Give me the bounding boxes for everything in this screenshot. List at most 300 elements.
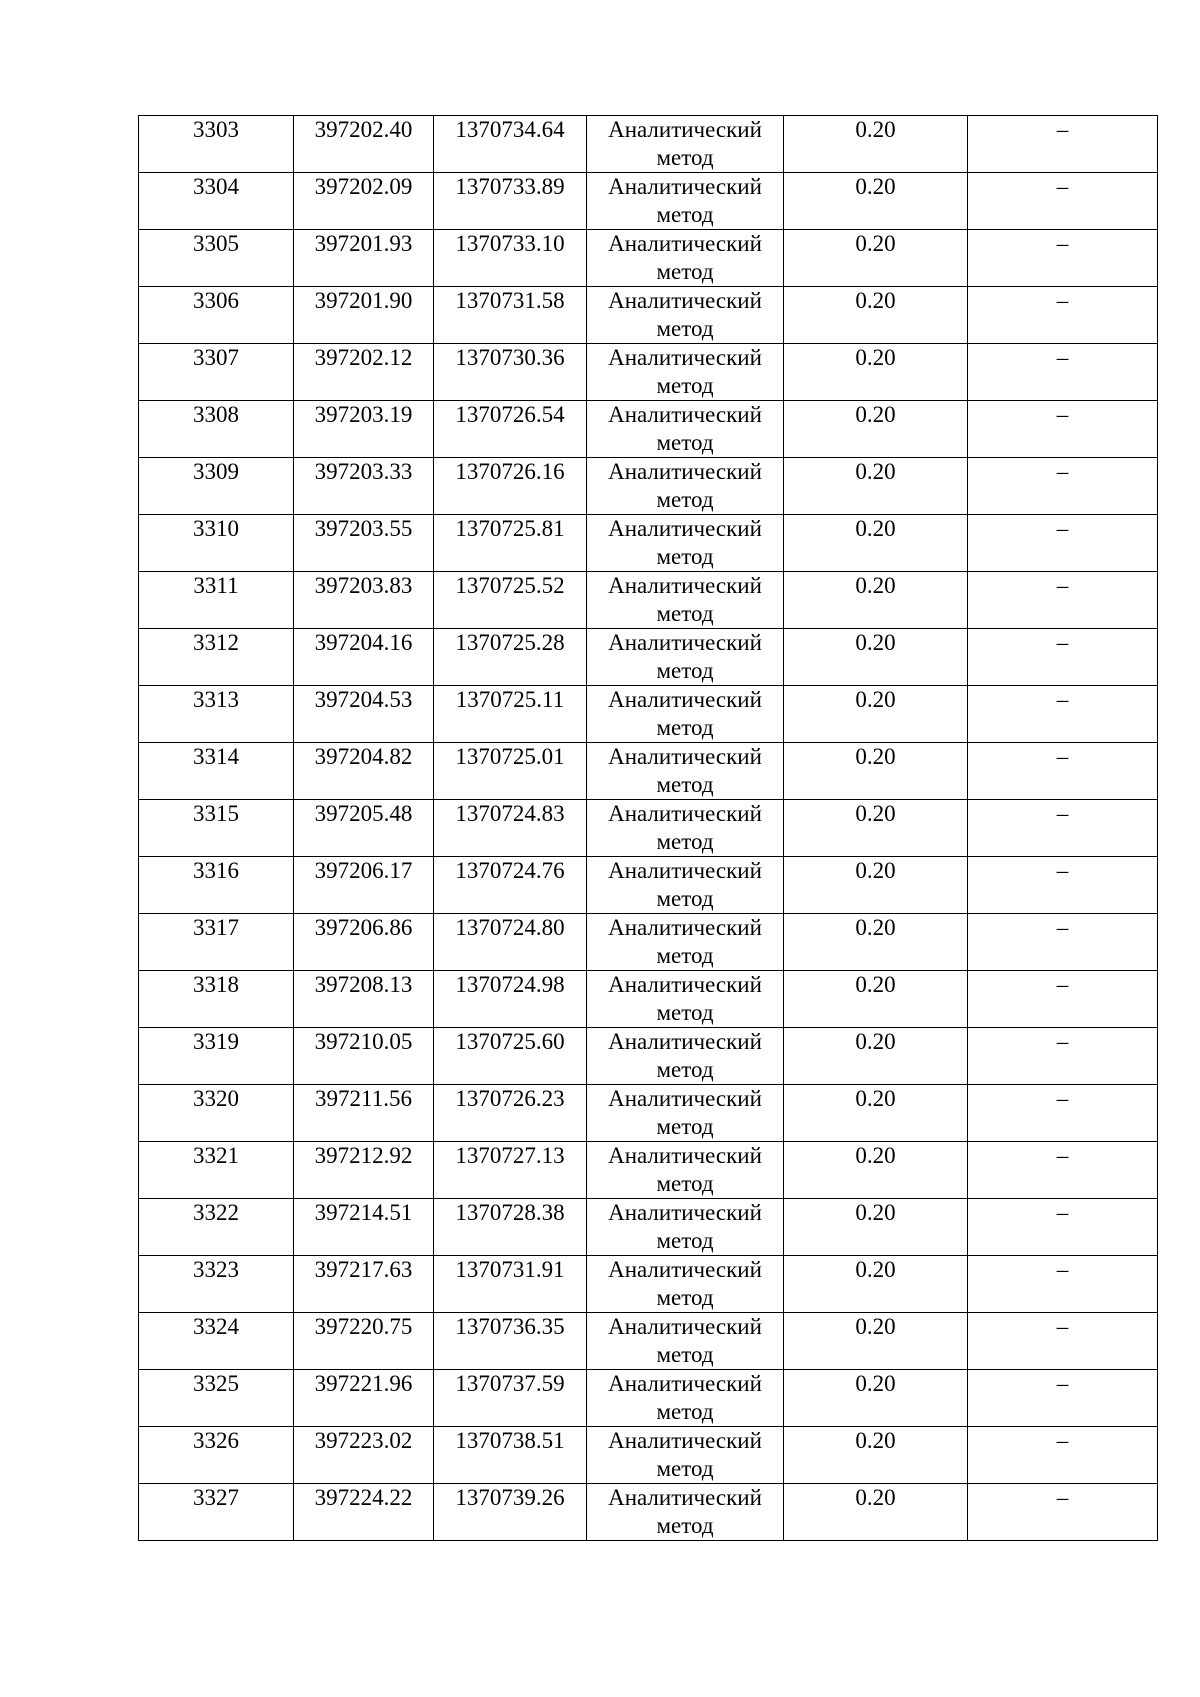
point-number-cell: [139, 1484, 294, 1541]
accuracy-cell: [784, 458, 968, 515]
method-cell-text: Аналитический метод: [608, 117, 762, 170]
note-cell: [968, 800, 1158, 857]
note-cell-text: –: [1056, 1371, 1069, 1396]
method-cell-text: Аналитический метод: [608, 1029, 762, 1082]
x-coordinate-cell-text: 397203.33: [314, 459, 413, 484]
table-row: [139, 686, 1158, 743]
accuracy-cell: [784, 914, 968, 971]
method-cell: [587, 173, 784, 230]
y-coordinate-cell-text: 1370733.10: [455, 231, 565, 256]
x-coordinate-cell: [294, 344, 434, 401]
method-cell-text: Аналитический метод: [608, 630, 762, 683]
x-coordinate-cell-text: 397205.48: [314, 801, 413, 826]
note-cell-text: –: [1056, 1200, 1069, 1225]
table-row: [139, 287, 1158, 344]
method-cell: [587, 1256, 784, 1313]
accuracy-cell-text: 0.20: [855, 915, 896, 940]
y-coordinate-cell: [434, 572, 587, 629]
note-cell: [968, 1199, 1158, 1256]
note-cell: [968, 857, 1158, 914]
y-coordinate-cell: [434, 1028, 587, 1085]
y-coordinate-cell: [434, 800, 587, 857]
x-coordinate-cell: [294, 1313, 434, 1370]
note-cell-text: –: [1056, 630, 1069, 655]
point-number-cell-text: 3321: [193, 1143, 239, 1168]
method-cell: [587, 572, 784, 629]
accuracy-cell: [784, 572, 968, 629]
accuracy-cell-text: 0.20: [855, 402, 896, 427]
x-coordinate-cell-text: 397212.92: [314, 1143, 413, 1168]
point-number-cell: [139, 515, 294, 572]
note-cell: [968, 1085, 1158, 1142]
note-cell-text: –: [1056, 573, 1069, 598]
x-coordinate-cell-text: 397221.96: [314, 1371, 413, 1396]
note-cell: [968, 173, 1158, 230]
table-row: [139, 1085, 1158, 1142]
y-coordinate-cell-text: 1370728.38: [455, 1200, 565, 1225]
accuracy-cell: [784, 1028, 968, 1085]
point-number-cell: [139, 116, 294, 173]
y-coordinate-cell: [434, 1370, 587, 1427]
x-coordinate-cell: [294, 1028, 434, 1085]
x-coordinate-cell-text: 397223.02: [314, 1428, 413, 1453]
point-number-cell-text: 3327: [193, 1485, 239, 1510]
note-cell: [968, 1256, 1158, 1313]
accuracy-cell: [784, 1085, 968, 1142]
point-number-cell: [139, 1142, 294, 1199]
x-coordinate-cell: [294, 1484, 434, 1541]
x-coordinate-cell-text: 397202.09: [314, 174, 413, 199]
y-coordinate-cell-text: 1370736.35: [455, 1314, 565, 1339]
y-coordinate-cell-text: 1370727.13: [455, 1143, 565, 1168]
x-coordinate-cell: [294, 1085, 434, 1142]
note-cell-text: –: [1056, 1143, 1069, 1168]
accuracy-cell: [784, 1199, 968, 1256]
x-coordinate-cell: [294, 572, 434, 629]
method-cell: [587, 1370, 784, 1427]
method-cell: [587, 629, 784, 686]
method-cell: [587, 743, 784, 800]
note-cell: [968, 230, 1158, 287]
y-coordinate-cell-text: 1370739.26: [455, 1485, 565, 1510]
accuracy-cell-text: 0.20: [855, 1485, 896, 1510]
method-cell-text: Аналитический метод: [608, 1143, 762, 1196]
table-row: [139, 800, 1158, 857]
method-cell-text: Аналитический метод: [608, 459, 762, 512]
y-coordinate-cell: [434, 971, 587, 1028]
y-coordinate-cell-text: 1370726.16: [455, 459, 565, 484]
x-coordinate-cell-text: 397224.22: [314, 1485, 413, 1510]
y-coordinate-cell-text: 1370734.64: [455, 117, 565, 142]
point-number-cell-text: 3304: [193, 174, 239, 199]
accuracy-cell-text: 0.20: [855, 1200, 896, 1225]
table-row: [139, 230, 1158, 287]
x-coordinate-cell: [294, 857, 434, 914]
point-number-cell: [139, 686, 294, 743]
table-row: [139, 1313, 1158, 1370]
x-coordinate-cell: [294, 401, 434, 458]
note-cell: [968, 458, 1158, 515]
method-cell-text: Аналитический метод: [608, 573, 762, 626]
method-cell-text: Аналитический метод: [608, 1086, 762, 1139]
y-coordinate-cell-text: 1370726.23: [455, 1086, 565, 1111]
method-cell-text: Аналитический метод: [608, 915, 762, 968]
method-cell: [587, 800, 784, 857]
x-coordinate-cell: [294, 1427, 434, 1484]
y-coordinate-cell-text: 1370738.51: [455, 1428, 565, 1453]
x-coordinate-cell-text: 397217.63: [314, 1257, 413, 1282]
point-number-cell: [139, 1313, 294, 1370]
x-coordinate-cell: [294, 458, 434, 515]
x-coordinate-cell: [294, 743, 434, 800]
method-cell-text: Аналитический метод: [608, 858, 762, 911]
point-number-cell-text: 3311: [193, 573, 239, 598]
note-cell: [968, 629, 1158, 686]
method-cell-text: Аналитический метод: [608, 1485, 762, 1538]
y-coordinate-cell: [434, 1256, 587, 1313]
x-coordinate-cell: [294, 1256, 434, 1313]
y-coordinate-cell: [434, 686, 587, 743]
point-number-cell: [139, 1370, 294, 1427]
y-coordinate-cell-text: 1370725.81: [455, 516, 565, 541]
note-cell: [968, 1370, 1158, 1427]
accuracy-cell: [784, 116, 968, 173]
method-cell-text: Аналитический метод: [608, 801, 762, 854]
table-row: [139, 1256, 1158, 1313]
point-number-cell-text: 3310: [193, 516, 239, 541]
table-row: [139, 1484, 1158, 1541]
method-cell: [587, 458, 784, 515]
y-coordinate-cell-text: 1370731.58: [455, 288, 565, 313]
method-cell-text: Аналитический метод: [608, 972, 762, 1025]
method-cell: [587, 857, 784, 914]
point-number-cell: [139, 1427, 294, 1484]
method-cell: [587, 1028, 784, 1085]
method-cell-text: Аналитический метод: [608, 1257, 762, 1310]
table-row: [139, 173, 1158, 230]
y-coordinate-cell-text: 1370725.60: [455, 1029, 565, 1054]
method-cell: [587, 1142, 784, 1199]
method-cell-text: Аналитический метод: [608, 516, 762, 569]
y-coordinate-cell: [434, 1313, 587, 1370]
x-coordinate-cell-text: 397203.55: [314, 516, 413, 541]
accuracy-cell-text: 0.20: [855, 231, 896, 256]
y-coordinate-cell: [434, 1484, 587, 1541]
note-cell-text: –: [1056, 915, 1069, 940]
accuracy-cell-text: 0.20: [855, 1371, 896, 1396]
x-coordinate-cell-text: 397211.56: [315, 1086, 412, 1111]
method-cell: [587, 1199, 784, 1256]
x-coordinate-cell-text: 397220.75: [314, 1314, 413, 1339]
y-coordinate-cell: [434, 287, 587, 344]
accuracy-cell-text: 0.20: [855, 744, 896, 769]
accuracy-cell: [784, 857, 968, 914]
x-coordinate-cell: [294, 230, 434, 287]
x-coordinate-cell-text: 397204.16: [314, 630, 413, 655]
x-coordinate-cell: [294, 800, 434, 857]
point-number-cell: [139, 344, 294, 401]
y-coordinate-cell-text: 1370733.89: [455, 174, 565, 199]
accuracy-cell-text: 0.20: [855, 573, 896, 598]
point-number-cell-text: 3318: [193, 972, 239, 997]
y-coordinate-cell: [434, 458, 587, 515]
x-coordinate-cell: [294, 515, 434, 572]
x-coordinate-cell: [294, 971, 434, 1028]
x-coordinate-cell: [294, 287, 434, 344]
note-cell: [968, 1427, 1158, 1484]
y-coordinate-cell-text: 1370725.28: [455, 630, 565, 655]
x-coordinate-cell-text: 397208.13: [314, 972, 413, 997]
method-cell-text: Аналитический метод: [608, 174, 762, 227]
table-row: [139, 458, 1158, 515]
note-cell-text: –: [1056, 288, 1069, 313]
note-cell-text: –: [1056, 345, 1069, 370]
note-cell: [968, 743, 1158, 800]
accuracy-cell-text: 0.20: [855, 516, 896, 541]
method-cell: [587, 1427, 784, 1484]
y-coordinate-cell: [434, 401, 587, 458]
y-coordinate-cell: [434, 1142, 587, 1199]
y-coordinate-cell-text: 1370724.98: [455, 972, 565, 997]
y-coordinate-cell-text: 1370724.83: [455, 801, 565, 826]
table-row: [139, 1142, 1158, 1199]
point-number-cell-text: 3322: [193, 1200, 239, 1225]
y-coordinate-cell-text: 1370726.54: [455, 402, 565, 427]
note-cell: [968, 914, 1158, 971]
note-cell-text: –: [1056, 744, 1069, 769]
accuracy-cell: [784, 401, 968, 458]
method-cell-text: Аналитический метод: [608, 1371, 762, 1424]
point-number-cell-text: 3320: [193, 1086, 239, 1111]
accuracy-cell: [784, 800, 968, 857]
accuracy-cell: [784, 686, 968, 743]
point-number-cell-text: 3313: [193, 687, 239, 712]
note-cell: [968, 116, 1158, 173]
point-number-cell-text: 3319: [193, 1029, 239, 1054]
y-coordinate-cell-text: 1370730.36: [455, 345, 565, 370]
point-number-cell-text: 3303: [193, 117, 239, 142]
x-coordinate-cell: [294, 1370, 434, 1427]
note-cell-text: –: [1056, 858, 1069, 883]
accuracy-cell: [784, 344, 968, 401]
x-coordinate-cell-text: 397214.51: [314, 1200, 413, 1225]
accuracy-cell-text: 0.20: [855, 1143, 896, 1168]
point-number-cell-text: 3315: [193, 801, 239, 826]
method-cell: [587, 686, 784, 743]
table-row: [139, 116, 1158, 173]
point-number-cell: [139, 743, 294, 800]
accuracy-cell: [784, 1313, 968, 1370]
method-cell-text: Аналитический метод: [608, 288, 762, 341]
method-cell: [587, 287, 784, 344]
method-cell: [587, 914, 784, 971]
note-cell-text: –: [1056, 1428, 1069, 1453]
method-cell-text: Аналитический метод: [608, 345, 762, 398]
table-row: [139, 401, 1158, 458]
point-number-cell-text: 3314: [193, 744, 239, 769]
note-cell: [968, 686, 1158, 743]
accuracy-cell: [784, 1370, 968, 1427]
point-number-cell: [139, 857, 294, 914]
accuracy-cell: [784, 1484, 968, 1541]
point-number-cell: [139, 287, 294, 344]
method-cell: [587, 1313, 784, 1370]
x-coordinate-cell-text: 397206.86: [314, 915, 413, 940]
point-number-cell-text: 3307: [193, 345, 239, 370]
table-row: [139, 1199, 1158, 1256]
accuracy-cell-text: 0.20: [855, 1029, 896, 1054]
method-cell: [587, 401, 784, 458]
note-cell-text: –: [1056, 801, 1069, 826]
note-cell-text: –: [1056, 1485, 1069, 1510]
note-cell: [968, 1028, 1158, 1085]
method-cell: [587, 116, 784, 173]
method-cell: [587, 971, 784, 1028]
y-coordinate-cell: [434, 629, 587, 686]
accuracy-cell: [784, 230, 968, 287]
point-number-cell-text: 3309: [193, 459, 239, 484]
y-coordinate-cell-text: 1370737.59: [455, 1371, 565, 1396]
point-number-cell: [139, 173, 294, 230]
y-coordinate-cell: [434, 1427, 587, 1484]
y-coordinate-cell: [434, 230, 587, 287]
accuracy-cell-text: 0.20: [855, 1314, 896, 1339]
table-row: [139, 515, 1158, 572]
x-coordinate-cell-text: 397204.53: [314, 687, 413, 712]
point-number-cell: [139, 800, 294, 857]
point-number-cell: [139, 230, 294, 287]
x-coordinate-cell: [294, 173, 434, 230]
table-row: [139, 857, 1158, 914]
point-number-cell: [139, 1085, 294, 1142]
y-coordinate-cell-text: 1370724.76: [455, 858, 565, 883]
y-coordinate-cell: [434, 857, 587, 914]
accuracy-cell: [784, 515, 968, 572]
point-number-cell: [139, 1028, 294, 1085]
x-coordinate-cell: [294, 686, 434, 743]
method-cell-text: Аналитический метод: [608, 744, 762, 797]
y-coordinate-cell-text: 1370725.01: [455, 744, 565, 769]
note-cell-text: –: [1056, 1029, 1069, 1054]
accuracy-cell: [784, 1427, 968, 1484]
note-cell: [968, 572, 1158, 629]
x-coordinate-cell-text: 397210.05: [314, 1029, 413, 1054]
x-coordinate-cell-text: 397201.93: [314, 231, 413, 256]
method-cell-text: Аналитический метод: [608, 1200, 762, 1253]
point-number-cell: [139, 458, 294, 515]
x-coordinate-cell: [294, 1142, 434, 1199]
accuracy-cell-text: 0.20: [855, 174, 896, 199]
point-number-cell-text: 3324: [193, 1314, 239, 1339]
note-cell-text: –: [1056, 231, 1069, 256]
y-coordinate-cell-text: 1370731.91: [455, 1257, 565, 1282]
accuracy-cell-text: 0.20: [855, 687, 896, 712]
point-number-cell-text: 3323: [193, 1257, 239, 1282]
point-number-cell-text: 3312: [193, 630, 239, 655]
accuracy-cell-text: 0.20: [855, 288, 896, 313]
note-cell: [968, 401, 1158, 458]
y-coordinate-cell: [434, 173, 587, 230]
accuracy-cell-text: 0.20: [855, 459, 896, 484]
point-number-cell: [139, 572, 294, 629]
accuracy-cell: [784, 173, 968, 230]
accuracy-cell-text: 0.20: [855, 345, 896, 370]
y-coordinate-cell: [434, 344, 587, 401]
x-coordinate-cell-text: 397203.19: [314, 402, 413, 427]
method-cell: [587, 1085, 784, 1142]
table-row: [139, 572, 1158, 629]
note-cell-text: –: [1056, 972, 1069, 997]
accuracy-cell-text: 0.20: [855, 972, 896, 997]
x-coordinate-cell-text: 397202.40: [314, 117, 413, 142]
x-coordinate-cell-text: 397203.83: [314, 573, 413, 598]
table-row: [139, 1028, 1158, 1085]
table-row: [139, 743, 1158, 800]
accuracy-cell: [784, 287, 968, 344]
point-number-cell-text: 3325: [193, 1371, 239, 1396]
accuracy-cell-text: 0.20: [855, 1086, 896, 1111]
y-coordinate-cell: [434, 743, 587, 800]
table-row: [139, 914, 1158, 971]
accuracy-cell: [784, 1142, 968, 1199]
x-coordinate-cell-text: 397202.12: [314, 345, 413, 370]
point-number-cell-text: 3306: [193, 288, 239, 313]
note-cell-text: –: [1056, 1257, 1069, 1282]
table-row: [139, 629, 1158, 686]
point-number-cell: [139, 401, 294, 458]
point-number-cell-text: 3308: [193, 402, 239, 427]
point-number-cell: [139, 1256, 294, 1313]
x-coordinate-cell-text: 397201.90: [314, 288, 413, 313]
point-number-cell: [139, 971, 294, 1028]
method-cell: [587, 1484, 784, 1541]
accuracy-cell-text: 0.20: [855, 801, 896, 826]
method-cell-text: Аналитический метод: [608, 231, 762, 284]
note-cell-text: –: [1056, 1314, 1069, 1339]
note-cell-text: –: [1056, 402, 1069, 427]
note-cell: [968, 1142, 1158, 1199]
method-cell-text: Аналитический метод: [608, 402, 762, 455]
coordinates-table: [138, 115, 1158, 1541]
y-coordinate-cell-text: 1370725.11: [455, 687, 565, 712]
note-cell-text: –: [1056, 516, 1069, 541]
y-coordinate-cell-text: 1370725.52: [455, 573, 565, 598]
point-number-cell-text: 3305: [193, 231, 239, 256]
method-cell-text: Аналитический метод: [608, 687, 762, 740]
accuracy-cell-text: 0.20: [855, 117, 896, 142]
table-row: [139, 971, 1158, 1028]
x-coordinate-cell: [294, 116, 434, 173]
x-coordinate-cell-text: 397204.82: [314, 744, 413, 769]
point-number-cell: [139, 629, 294, 686]
x-coordinate-cell: [294, 914, 434, 971]
accuracy-cell-text: 0.20: [855, 858, 896, 883]
method-cell: [587, 230, 784, 287]
method-cell: [587, 515, 784, 572]
x-coordinate-cell-text: 397206.17: [314, 858, 413, 883]
note-cell-text: –: [1056, 117, 1069, 142]
point-number-cell-text: 3316: [193, 858, 239, 883]
note-cell: [968, 971, 1158, 1028]
y-coordinate-cell: [434, 116, 587, 173]
method-cell-text: Аналитический метод: [608, 1428, 762, 1481]
table-body: [139, 116, 1158, 1541]
method-cell: [587, 344, 784, 401]
point-number-cell: [139, 914, 294, 971]
note-cell: [968, 1313, 1158, 1370]
y-coordinate-cell: [434, 1199, 587, 1256]
y-coordinate-cell: [434, 914, 587, 971]
